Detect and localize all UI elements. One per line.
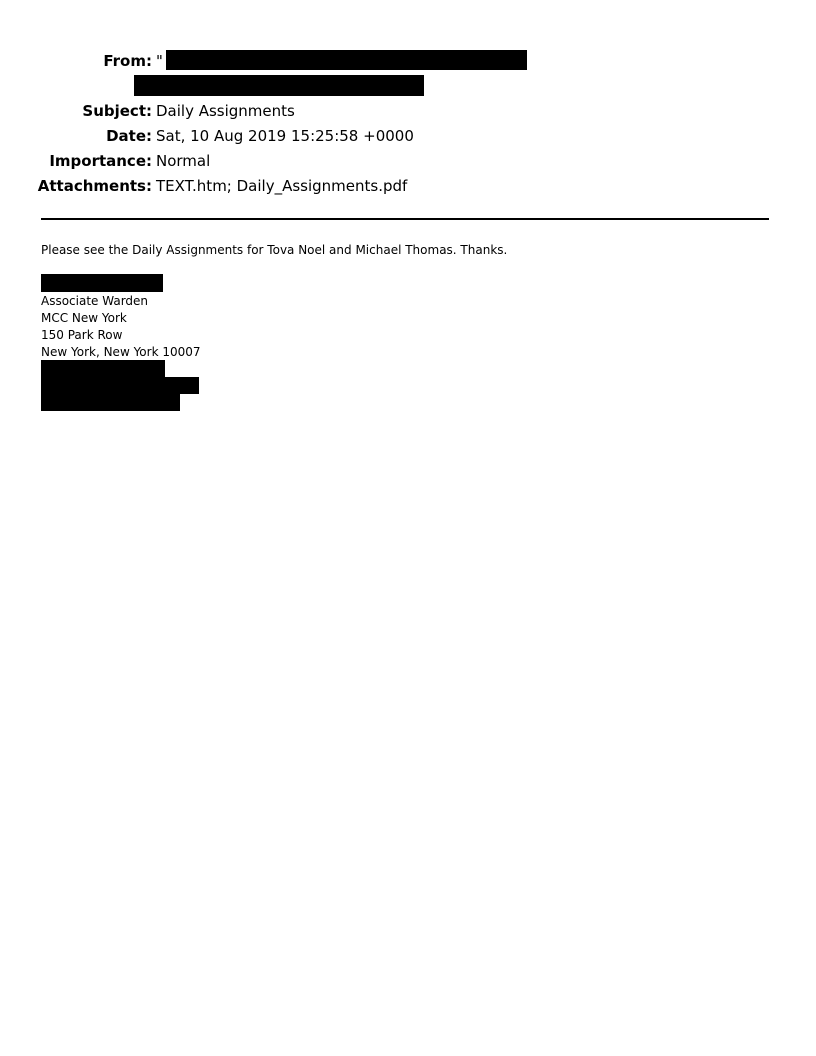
from-redaction-1 [166,50,527,70]
header-divider [41,218,769,220]
date-value: Sat, 10 Aug 2019 15:25:58 +0000 [156,127,414,145]
from-redaction-2 [134,75,424,96]
attachments-label: Attachments: [37,177,152,195]
signature-city: New York, New York 10007 [41,345,201,359]
subject-value: Daily Assignments [156,102,295,120]
email-body-message: Please see the Daily Assignments for Tova Noel and Michael Thomas. Thanks. [41,243,508,257]
date-row [0,125,414,147]
attachments-value: TEXT.htm; Daily_Assignments.pdf [156,177,408,195]
subject-label: Subject: [82,102,152,120]
attachments-row [0,175,407,197]
from-row [0,50,163,72]
signature-title: Associate Warden [41,294,149,308]
date-label: Date: [106,127,152,145]
importance-value: Normal [156,152,211,170]
from-label: From: [103,52,152,70]
signature-contact-redaction-2 [41,377,199,394]
from-value: " [156,52,163,70]
signature-street: 150 Park Row [41,328,123,342]
importance-label: Importance: [49,152,152,170]
signature-contact-redaction-1 [41,360,165,378]
signature-contact-redaction-3 [41,394,180,411]
signature-facility: MCC New York [41,311,127,325]
subject-row [0,100,295,122]
importance-row [0,150,210,172]
signature-name-redaction [41,274,163,292]
